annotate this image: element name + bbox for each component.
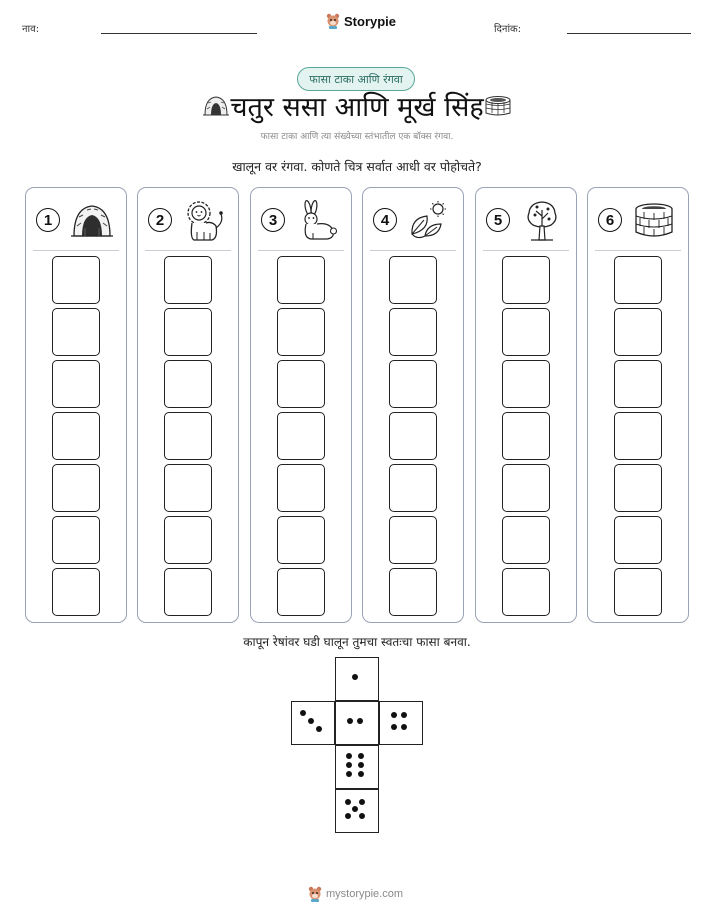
dice-pip <box>391 712 397 718</box>
subtitle: फासा टाका आणि त्या संख्येच्या स्तंभातील एक बॉक्स रंगवा. <box>260 132 454 142</box>
color-box[interactable] <box>277 464 325 512</box>
name-line[interactable] <box>101 33 257 34</box>
column-divider <box>145 250 231 251</box>
color-box[interactable] <box>502 568 550 616</box>
dice-pip <box>345 799 351 805</box>
brand-name: Storypie <box>344 13 397 29</box>
color-box[interactable] <box>502 464 550 512</box>
date-label: दिनांक: <box>494 24 522 35</box>
storypie-mascot-icon <box>326 13 340 29</box>
dice-pip <box>401 724 407 730</box>
dice-instruction: कापून रेषांवर घडी घालून तुमचा स्वतःचा फासा बनवा. <box>243 635 471 649</box>
color-box[interactable] <box>389 360 437 408</box>
color-box[interactable] <box>52 308 100 356</box>
color-box[interactable] <box>52 516 100 564</box>
color-box[interactable] <box>389 308 437 356</box>
dice-pip <box>359 813 365 819</box>
dice-pip <box>401 712 407 718</box>
column-divider <box>33 250 119 251</box>
column-number: 4 <box>373 208 397 232</box>
well-icon <box>632 200 676 242</box>
color-box[interactable] <box>614 360 662 408</box>
dice-face[interactable] <box>335 789 379 833</box>
dice-face[interactable] <box>335 745 379 789</box>
color-box[interactable] <box>52 568 100 616</box>
column-number: 3 <box>261 208 285 232</box>
color-box[interactable] <box>502 308 550 356</box>
color-box[interactable] <box>502 256 550 304</box>
dice-face[interactable] <box>335 657 379 701</box>
cave-icon <box>70 200 114 242</box>
dice-pip <box>346 753 352 759</box>
column-6 <box>587 187 689 623</box>
column-header <box>363 188 463 250</box>
column-divider <box>258 250 344 251</box>
color-box[interactable] <box>502 516 550 564</box>
lion-icon <box>182 200 226 242</box>
column-header <box>26 188 126 250</box>
column-header <box>251 188 351 250</box>
color-box[interactable] <box>502 412 550 460</box>
color-box[interactable] <box>389 568 437 616</box>
color-box[interactable] <box>164 568 212 616</box>
color-box[interactable] <box>52 464 100 512</box>
color-box[interactable] <box>502 360 550 408</box>
column-header <box>476 188 576 250</box>
color-box[interactable] <box>277 568 325 616</box>
footer <box>308 886 403 902</box>
color-box[interactable] <box>389 516 437 564</box>
color-box[interactable] <box>164 412 212 460</box>
dice-pip <box>358 762 364 768</box>
column-number: 1 <box>36 208 60 232</box>
color-box[interactable] <box>277 412 325 460</box>
dice-pip <box>358 753 364 759</box>
sun-leaf-icon <box>407 200 451 242</box>
color-box[interactable] <box>164 308 212 356</box>
dice-pip <box>346 762 352 768</box>
color-box[interactable] <box>389 412 437 460</box>
column-divider <box>370 250 456 251</box>
color-box[interactable] <box>614 308 662 356</box>
dice-pip <box>352 674 358 680</box>
dice-pip <box>391 724 397 730</box>
tree-icon <box>520 200 564 242</box>
coloring-instruction: खालून वर रंगवा. कोणते चित्र सर्वात आधी वर पोहोचते? <box>232 159 482 174</box>
color-box[interactable] <box>277 256 325 304</box>
column-number: 6 <box>598 208 622 232</box>
column-divider <box>483 250 569 251</box>
column-3 <box>250 187 352 623</box>
dice-pip <box>346 771 352 777</box>
color-box[interactable] <box>52 256 100 304</box>
column-2 <box>137 187 239 623</box>
well-icon <box>484 95 512 117</box>
brand-logo <box>326 13 396 29</box>
dice-pip <box>316 726 322 732</box>
dice-pip <box>352 806 358 812</box>
column-number: 5 <box>486 208 510 232</box>
color-box[interactable] <box>164 360 212 408</box>
color-box[interactable] <box>389 256 437 304</box>
color-box[interactable] <box>52 360 100 408</box>
column-number: 2 <box>148 208 172 232</box>
color-box[interactable] <box>614 412 662 460</box>
column-divider <box>595 250 681 251</box>
activity-tag: फासा टाका आणि रंगवा <box>297 67 415 91</box>
dice-pip <box>357 718 363 724</box>
color-box[interactable] <box>164 464 212 512</box>
dice-face[interactable] <box>291 701 335 745</box>
color-box[interactable] <box>614 464 662 512</box>
color-box[interactable] <box>164 516 212 564</box>
color-box[interactable] <box>389 464 437 512</box>
page-title: चतुर ससा आणि मूर्ख सिंह <box>230 92 484 123</box>
name-label: नाव: <box>22 24 40 35</box>
color-box[interactable] <box>277 308 325 356</box>
color-box[interactable] <box>614 568 662 616</box>
storypie-mascot-icon <box>308 886 322 902</box>
dice-pip <box>345 813 351 819</box>
dice-pip <box>359 799 365 805</box>
column-header <box>138 188 238 250</box>
color-box[interactable] <box>52 412 100 460</box>
color-box[interactable] <box>614 516 662 564</box>
column-5 <box>475 187 577 623</box>
column-1 <box>25 187 127 623</box>
date-line[interactable] <box>567 33 691 34</box>
rabbit-icon <box>295 200 339 242</box>
column-4 <box>362 187 464 623</box>
dice-face[interactable] <box>335 701 379 745</box>
column-header <box>588 188 688 250</box>
color-box[interactable] <box>277 360 325 408</box>
footer-url[interactable]: mystorypie.com <box>326 888 404 900</box>
dice-pip <box>358 771 364 777</box>
color-box[interactable] <box>277 516 325 564</box>
dice-pip <box>308 718 314 724</box>
dice-pip <box>300 710 306 716</box>
color-box[interactable] <box>164 256 212 304</box>
color-box[interactable] <box>614 256 662 304</box>
dice-face[interactable] <box>379 701 423 745</box>
dice-pip <box>347 718 353 724</box>
